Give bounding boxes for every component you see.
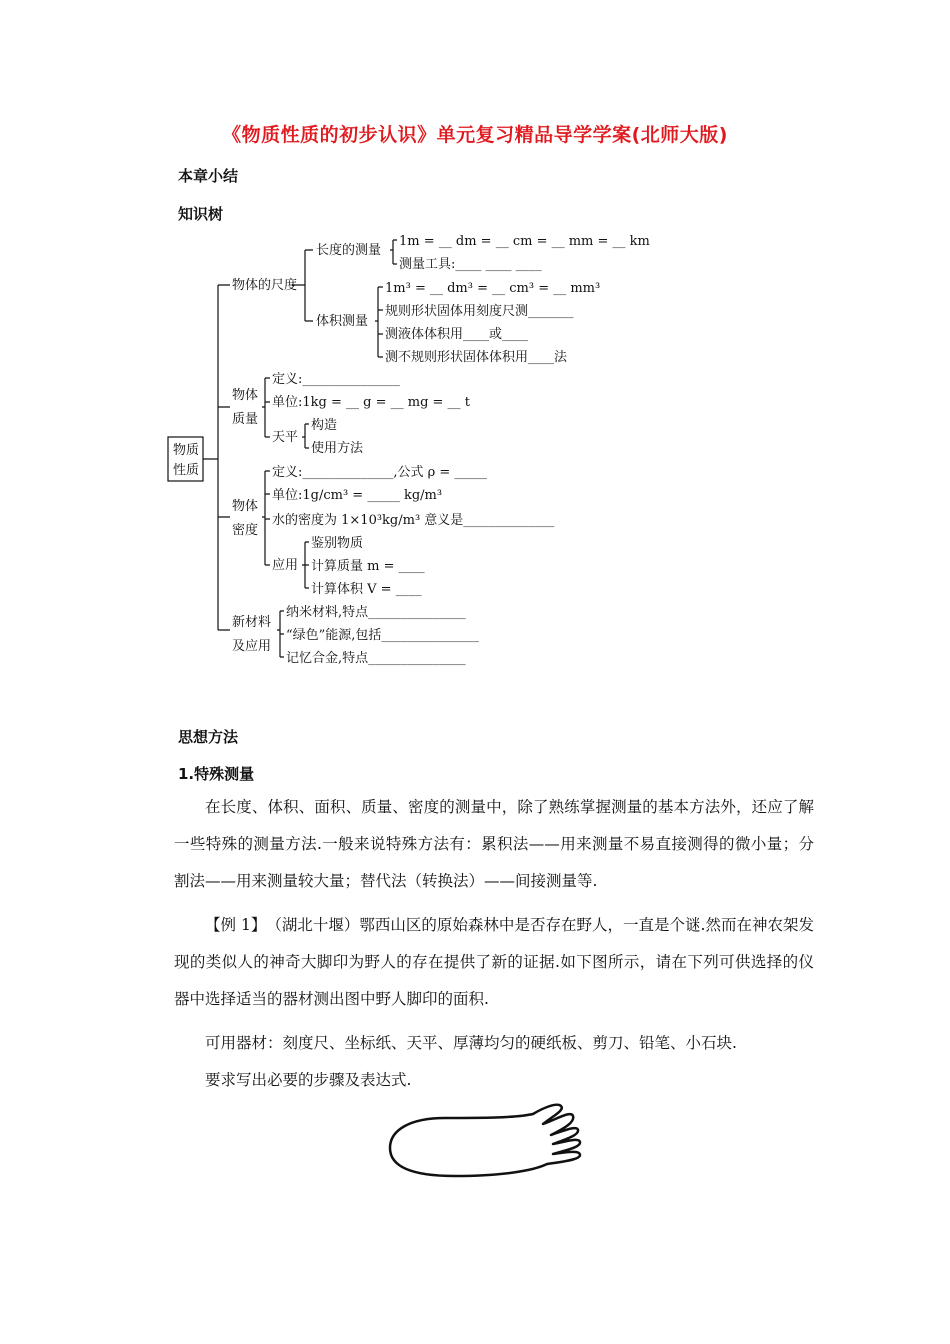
- memory-alloy: 记忆合金,特点_______________: [286, 651, 466, 666]
- section-methods-heading: 思想方法: [178, 728, 239, 746]
- branch-materials-bracket: [277, 611, 284, 657]
- branch-mass-label-1: 物体: [232, 388, 259, 403]
- density-units: 单位:1g/cm³ = _____ kg/m³: [272, 488, 443, 503]
- branch-density-bracket: [262, 471, 270, 565]
- length-tools: 测量工具:____ ____ ____: [399, 257, 542, 272]
- document-title: 《物质性质的初步认识》单元复习精品导学学案(北师大版): [222, 124, 728, 146]
- balance-label: 天平: [272, 430, 299, 445]
- mass-definition: 定义:_______________: [272, 372, 400, 387]
- balance-usage: 使用方法: [311, 441, 364, 456]
- application-mass: 计算质量 m = ____: [311, 559, 425, 574]
- section-special-measure-heading: 1.特殊测量: [178, 765, 255, 783]
- section-knowledge-tree-heading: 知识树: [178, 205, 224, 223]
- branch-materials-label-2: 及应用: [232, 639, 272, 654]
- green-energy: “绿色”能源,包括_______________: [286, 628, 479, 643]
- application-volume: 计算体积 V = ____: [311, 582, 422, 597]
- application-bracket: [302, 542, 309, 588]
- density-application-label: 应用: [272, 558, 299, 573]
- footprint-illustration: [385, 1100, 585, 1180]
- branch-density-label-1: 物体: [232, 499, 259, 514]
- nano-materials: 纳米材料,特点_______________: [286, 605, 466, 620]
- balance-structure: 构造: [311, 418, 338, 433]
- balance-bracket: [302, 424, 309, 448]
- example-1-paragraph: 【例 1】 （湖北十堰）鄂西山区的原始森林中是否存在野人，一直是个谜.然而在神农架发现的类似人的神奇大脚印为野人的存在提供了新的证据.如下图所示，请在下列可供选择的仪器中选择适当的器材测出图中野人脚印的面积.: [174, 916, 814, 1008]
- volume-units: 1m³ = __ dm³ = __ cm³ = __ mm³: [385, 281, 601, 296]
- branch-density-label-2: 密度: [232, 523, 259, 538]
- branch-mass-label-2: 质量: [232, 412, 259, 427]
- length-measure-label: 长度的测量: [316, 243, 382, 258]
- application-identify: 鉴别物质: [311, 536, 364, 551]
- section-summary-heading: 本章小结: [178, 167, 239, 185]
- water-density-meaning: 水的密度为 1×10³kg/m³ 意义是______________: [272, 513, 555, 528]
- volume-bracket: [375, 287, 383, 357]
- volume-liquid: 测液体体积用____或____: [385, 327, 529, 342]
- density-definition: 定义:______________,公式 ρ = _____: [272, 465, 487, 480]
- branch-materials-label-1: 新材料: [232, 615, 272, 630]
- volume-measure-label: 体积测量: [316, 314, 369, 329]
- volume-irregular-solid: 测不规则形状固体体积用____法: [385, 350, 568, 365]
- special-measure-paragraph: 在长度、体积、面积、质量、密度的测量中，除了熟练掌握测量的基本方法外，还应了解一些特殊的测量方法.一般来说特殊方法有：累积法——用来测量不易直接测得的微小量；分割法——用来测量较大量；替代法（转换法）——间接测量等.: [174, 798, 814, 890]
- volume-regular-solid: 规则形状固体用刻度尺测_______: [385, 304, 574, 319]
- root-label-2: 性质: [173, 463, 200, 478]
- length-bracket: [390, 240, 397, 264]
- root-label-1: 物质: [173, 443, 200, 458]
- main-bracket: [203, 285, 230, 630]
- branch-mass-bracket: [262, 378, 270, 437]
- length-units: 1m = __ dm = __ cm = __ mm = __ km: [399, 234, 650, 249]
- requirement-line: 要求写出必要的步骤及表达式.: [205, 1071, 412, 1089]
- branch-size-label: 物体的尺度: [232, 278, 298, 293]
- available-tools-line: 可用器材：刻度尺、坐标纸、天平、厚薄均匀的硬纸板、剪刀、铅笔、小石块.: [205, 1034, 737, 1052]
- branch-size-bracket: [292, 250, 313, 321]
- mass-units: 单位:1kg = __ g = __ mg = __ t: [272, 395, 470, 410]
